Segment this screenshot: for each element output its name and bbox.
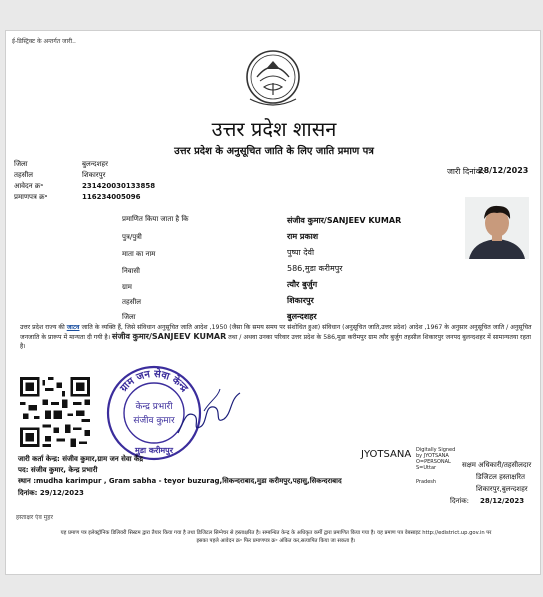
village-label: ग्राम bbox=[122, 283, 132, 291]
sign-stamp-label: हस्ताक्षर एंव मुहर bbox=[16, 514, 53, 521]
village-value: त्यौर बुर्जुग bbox=[287, 280, 318, 289]
svg-text:केन्द्र प्रभारी: केन्द्र प्रभारी bbox=[135, 402, 173, 412]
signer-date-label: दिनांक: bbox=[450, 497, 469, 505]
signer-name: JYOTSANA bbox=[361, 449, 412, 460]
issuing-center: जारी कर्ता केन्द्र: संजीव कुमार,ग्राम जन सेवा केंद्र bbox=[18, 455, 144, 463]
details-district-label: जिला bbox=[122, 313, 136, 321]
signer-place: शिकारपुर,बुलन्दशहर bbox=[476, 485, 528, 493]
applicant-photo bbox=[465, 197, 529, 259]
application-number: 231420030133858 bbox=[82, 182, 156, 190]
issuer-place: स्थान :mudha karimpur , Gram sabha - teyor buzurag,सिकन्दराबाद,मुडा करीमपुर,पहासु,सिकन्दराबाद bbox=[18, 477, 342, 485]
svg-text:मुडा करीमपुर: मुडा करीमपुर bbox=[134, 446, 174, 455]
svg-text:संजीव कुमार: संजीव कुमार bbox=[133, 416, 175, 426]
district-label: जिला bbox=[14, 160, 28, 168]
certificate-sheet bbox=[5, 30, 541, 575]
details-tehsil-label: तहसील bbox=[122, 298, 141, 306]
handwritten-signature bbox=[174, 381, 244, 441]
applicant-name: संजीव कुमार/SANJEEV KUMAR bbox=[287, 216, 402, 225]
relation-label: पुत्र/पुत्री bbox=[122, 233, 142, 241]
paragraph-name: संजीव कुमार/SANJEEV KUMAR bbox=[112, 332, 227, 341]
residence-label: निवासी bbox=[122, 267, 140, 275]
residence-value: 586,मुडा करीमपुर bbox=[287, 264, 343, 273]
caste-link[interactable]: जाटव bbox=[66, 324, 80, 331]
tehsil-label: तहसील bbox=[14, 171, 33, 179]
certificate-number: 116234005096 bbox=[82, 193, 141, 201]
e-district-note: ई-डिस्ट्रिक्ट के अन्तर्गत जारी.. bbox=[12, 38, 76, 45]
application-label: आवेदन क्र॰ bbox=[14, 182, 44, 190]
father-name: राम प्रकाश bbox=[287, 232, 319, 241]
digital-signature-info: Digitally Signed by JYOTSANA O=PERSONAL S=Uttar Pradesh bbox=[416, 447, 456, 485]
signer-date: 28/12/2023 bbox=[480, 497, 525, 505]
issuer-date: दिनांक: 29/12/2023 bbox=[18, 489, 84, 497]
signer-designation: सक्षम अधिकारी/तहसीलदार bbox=[462, 461, 532, 469]
qr-code[interactable] bbox=[20, 377, 90, 447]
document-title: उत्तर प्रदेश शासन bbox=[211, 117, 337, 141]
digitally-signed-label: डिजिटल हस्ताक्षरित bbox=[476, 473, 525, 481]
tehsil-value: शिकारपुर bbox=[82, 171, 106, 179]
issue-date-label: जारी दिनांक: bbox=[447, 167, 485, 176]
issuer-post: पद: संजीव कुमार, केन्द्र प्रभारी bbox=[18, 466, 98, 474]
mother-name: पुष्पा देवी bbox=[287, 248, 315, 257]
certify-text: प्रमाणित किया जाता है कि bbox=[122, 215, 189, 223]
details-district-value: बुलन्दशहर bbox=[287, 312, 317, 321]
document-subtitle: उत्तर प्रदेश के अनुसूचित जाति के लिए जाति प्रमाण पत्र bbox=[174, 146, 374, 157]
certificate-paragraph: उत्तर प्रदेश राज्य की जाटव जाति के व्यक्ति हैं, जिसे संविधान अनुसूचित जाति आदेश ,1950 (जैसा कि समय समय पर संशोधित हुआ) संविधान (अनुसूचित जाति,उत्तर प्रदेश) आदेश ,1967 के अनुसार अनुसूचित जाति / अनुसूचित जनजाति के प्रारूप में मान्यता दी गयी है। संजीव कुमार/SANJEEV KUMAR तथा / अथवा उनका परिवार उत्तर प्रदेश के 586,मुडा करीमपुर ग्राम त्यौर बुर्जुग तहसील शिकारपुर जनपद बुलन्दशहर में सामान्यतया रहता है। bbox=[20, 324, 532, 350]
details-tehsil-value: शिकारपुर bbox=[287, 296, 314, 305]
district-value: बुलन्दशहर bbox=[82, 160, 108, 168]
issue-date: 28/12/2023 bbox=[478, 166, 529, 175]
certificate-label: प्रमाणपत्र क्र॰ bbox=[14, 193, 48, 201]
footer-note: यह प्रमाण पत्र इलेक्ट्रॉनिक डिलिवरी सिस्टम द्वारा तैयार किया गया है तथा डिजिटल सिग्नेचर से हस्ताक्षरित है। सम्बन्धित केन्द्र के अधिकृत कर्मी द्वारा प्रमाणित किया गया है। यह प्रमाण पत्र वेबसाइट http://edistrict.up.gov.in पर इसका पहले आवेदन क्र॰ फिर प्रमाणपत्र क्र॰ अंकित कर,सत्यापित किया जा सकता है। bbox=[60, 530, 492, 544]
mother-label: माता का नाम bbox=[122, 250, 156, 258]
up-emblem-icon bbox=[244, 47, 302, 111]
svg-text:ग्राम जन सेवा केन्द्र: ग्राम जन सेवा केन्द्र bbox=[118, 368, 190, 395]
